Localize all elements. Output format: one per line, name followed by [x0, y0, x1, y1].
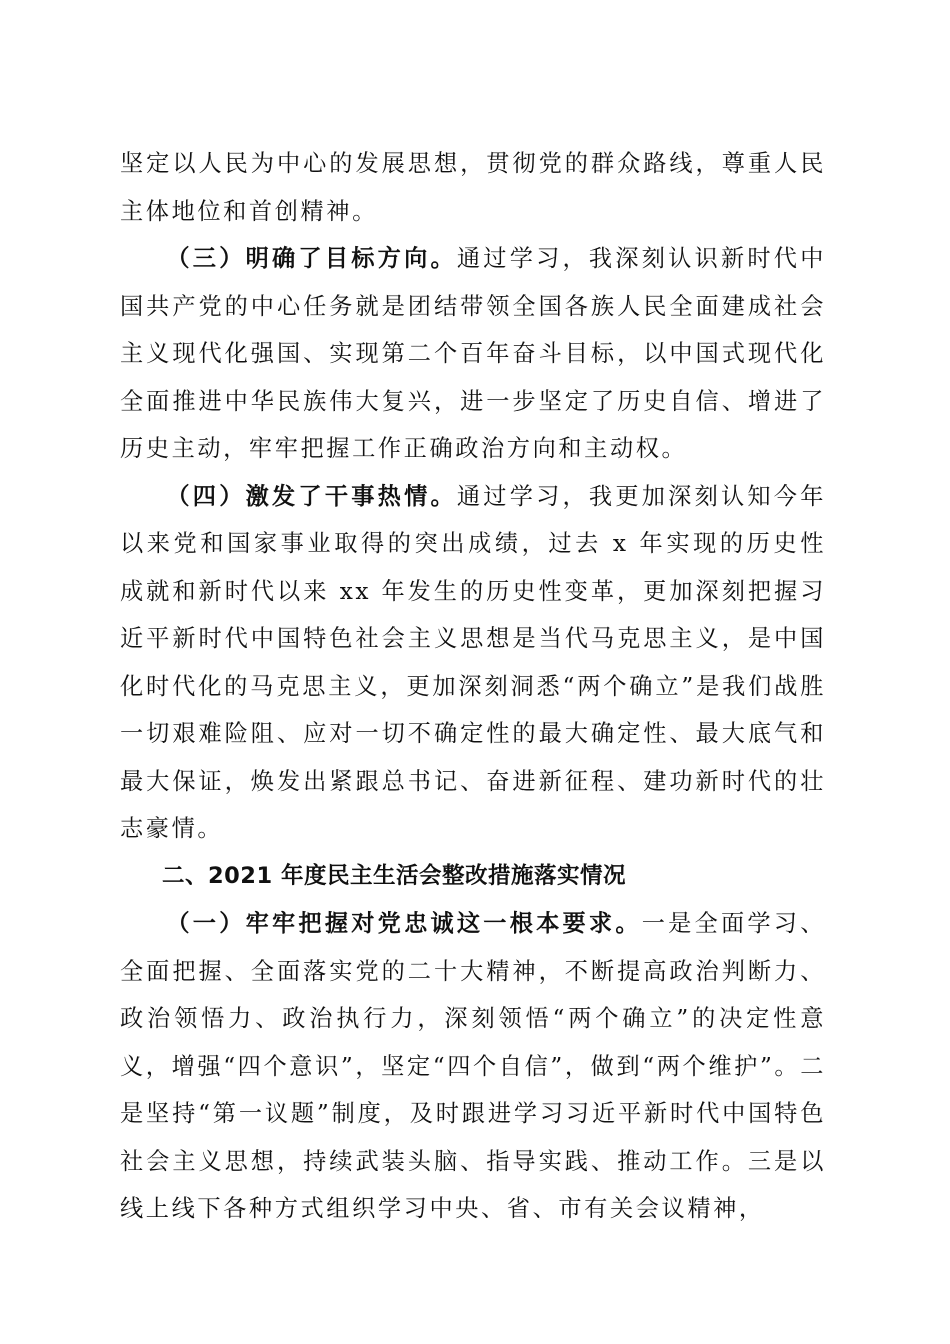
- paragraph-text: 坚定以人民为中心的发展思想，贯彻党的群众路线，尊重人民主体地位和首创精神。: [120, 150, 826, 225]
- paragraph-lead: （三）明确了目标方向。: [166, 245, 457, 272]
- paragraph-lead: （四）激发了干事热情。: [166, 482, 457, 510]
- document-body: [120, 140, 826, 1233]
- paragraph-text: 一是全面学习、全面把握、全面落实党的二十大精神，不断提高政治判断力、政治领悟力、政治执行力，深刻领悟“两个确立”的决定性意义，增强“四个意识”，坚定“四个自信”，做到“两个维护”。二是坚持“第一议题”制度，及时跟进学习习近平新时代中国特色社会主义思想，持续武装头脑、指导实践、推动工作。三是以线上线下各种方式组织学习中央、省、市有关会议精神，: [120, 910, 826, 1222]
- paragraph-three-goal-direction: [120, 235, 826, 473]
- paragraph-one-loyalty: [120, 900, 826, 1233]
- paragraph-text: 通过学习，我更加深刻认知今年以来党和国家事业取得的突出成绩，过去 x 年实现的历史性成就和新时代以来 xx 年发生的历史性变革，更加深刻把握习近平新时代中国特色社会主义思想是当代马克思主义，是中国化时代化的马克思主义，更加深刻洞悉“两个确立”是我们战胜一切艰难险阻、应对一切不确定性的最大确定性、最大底气和最大保证，焕发出紧跟总书记、奋进新征程、建功新时代的壮志豪情。: [120, 482, 826, 842]
- paragraph-four-work-enthusiasm: [120, 473, 826, 853]
- paragraph-continuation: [120, 140, 826, 235]
- paragraph-lead: （一）牢牢把握对党忠诚这一根本要求。: [166, 910, 642, 937]
- section-heading: 二、2021 年度民主生活会整改措施落实情况: [162, 862, 626, 889]
- paragraph-text: 通过学习，我深刻认识新时代中国共产党的中心任务就是团结带领全国各族人民全面建成社会主义现代化强国、实现第二个百年奋斗目标，以中国式现代化全面推进中华民族伟大复兴，进一步坚定了历史自信、增进了历史主动，牢牢把握工作正确政治方向和主动权。: [120, 245, 826, 462]
